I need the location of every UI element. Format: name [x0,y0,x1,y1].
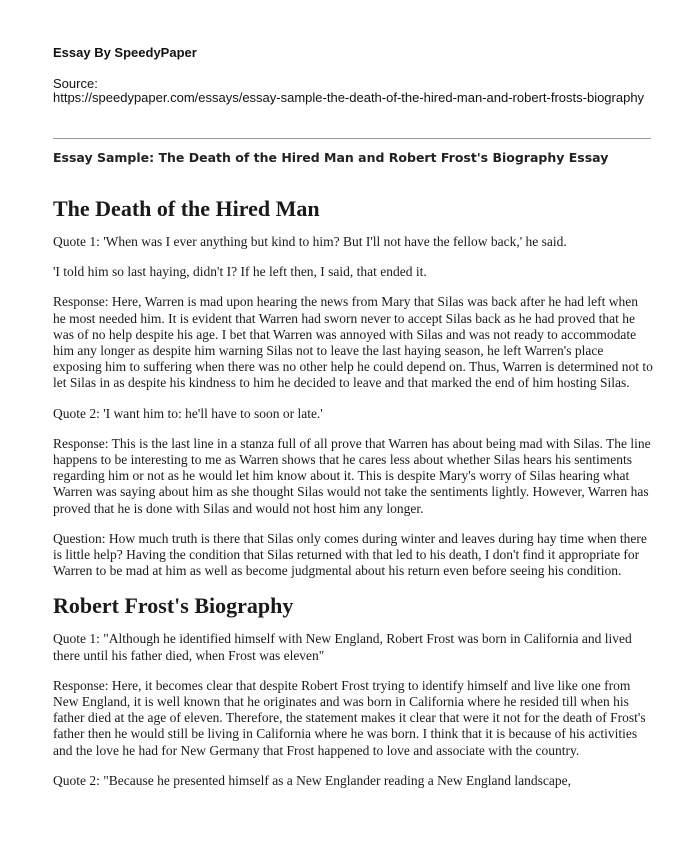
essay-body [53,190,653,803]
paragraph: Quote 2: 'I want him to: he'll have to soon or late.' [53,405,323,421]
paragraph: Response: This is the last line in a stanza full of all prove that Warren has about being mad with Silas. The line happens to be interesting to me as Warren shows that he cares less about whether Silas hears his sentiments regarding him or not as he would let him know about it. This is despite Mary's worry of Silas hearing what Warren was saying about him as she thought Silas would not take the sentiments lightly. However, Warren has proved that he is done with Silas and would not host him any longer. [53,435,651,516]
section-heading-death-of-hired-man: The Death of the Hired Man [53,196,320,221]
paragraph: 'I told him so last haying, didn't I? If he left then, I said, that ended it. [53,264,427,280]
paragraph: Response: Here, Warren is mad upon hearing the news from Mary that Silas was back after he had left when he most needed him. It is evident that Warren had sworn never to accept Silas back as he had proved that he was of no help despite his age. I bet that Warren was annoyed with Silas and was not ready to accommodate him any longer as despite him warning Silas not to leave the last haying season, he left Warren's place exposing him to suffering when there was no other help he could depend on. Thus, Warren is determined not to let Silas in as despite his kindness to him he decided to leave and that marked the end of him hosting Silas. [53,294,653,391]
source-url[interactable]: https://speedypaper.com/essays/essay-sample-the-death-of-the-hired-man-and-robert-frosts-biography [53,90,645,105]
essay-title: Essay Sample: The Death of the Hired Man and Robert Frost's Biography Essay [53,150,609,165]
source-label: Source: [53,76,98,91]
paragraph: Quote 2: "Because he presented himself as a New Englander reading a New England landscape, [53,772,571,788]
header-divider [53,138,651,139]
paragraph: Response: Here, it becomes clear that despite Robert Frost trying to identify himself and live like one from New England, it is well known that he originates and was born in California where he resided till when his father died at the age of eleven. Therefore, the statement makes it clear that were it not for the death of Frost's father then he would still be living in California where he was born. I think that it is because of his activities and the love he had for New Germany that Frost happened to love and associate with the country. [53,677,646,758]
header-title: Essay By SpeedyPaper [53,45,197,60]
paragraph: Quote 1: "Although he identified himself with New England, Robert Frost was born in California and lived there until his father died, when Frost was eleven" [53,631,632,663]
section-heading-frost-biography: Robert Frost's Biography [53,593,294,619]
paragraph: Question: How much truth is there that Silas only comes during winter and leaves during hay time when there is little help? Having the condition that Silas returned with that led to his death, I don't find it appropriate for Warren to be mad at him as well as become judgmental about his return even before seeing his condition. [53,530,647,579]
paragraph: Quote 1: 'When was I ever anything but kind to him? But I'll not have the fellow back,' he said. [53,234,567,249]
